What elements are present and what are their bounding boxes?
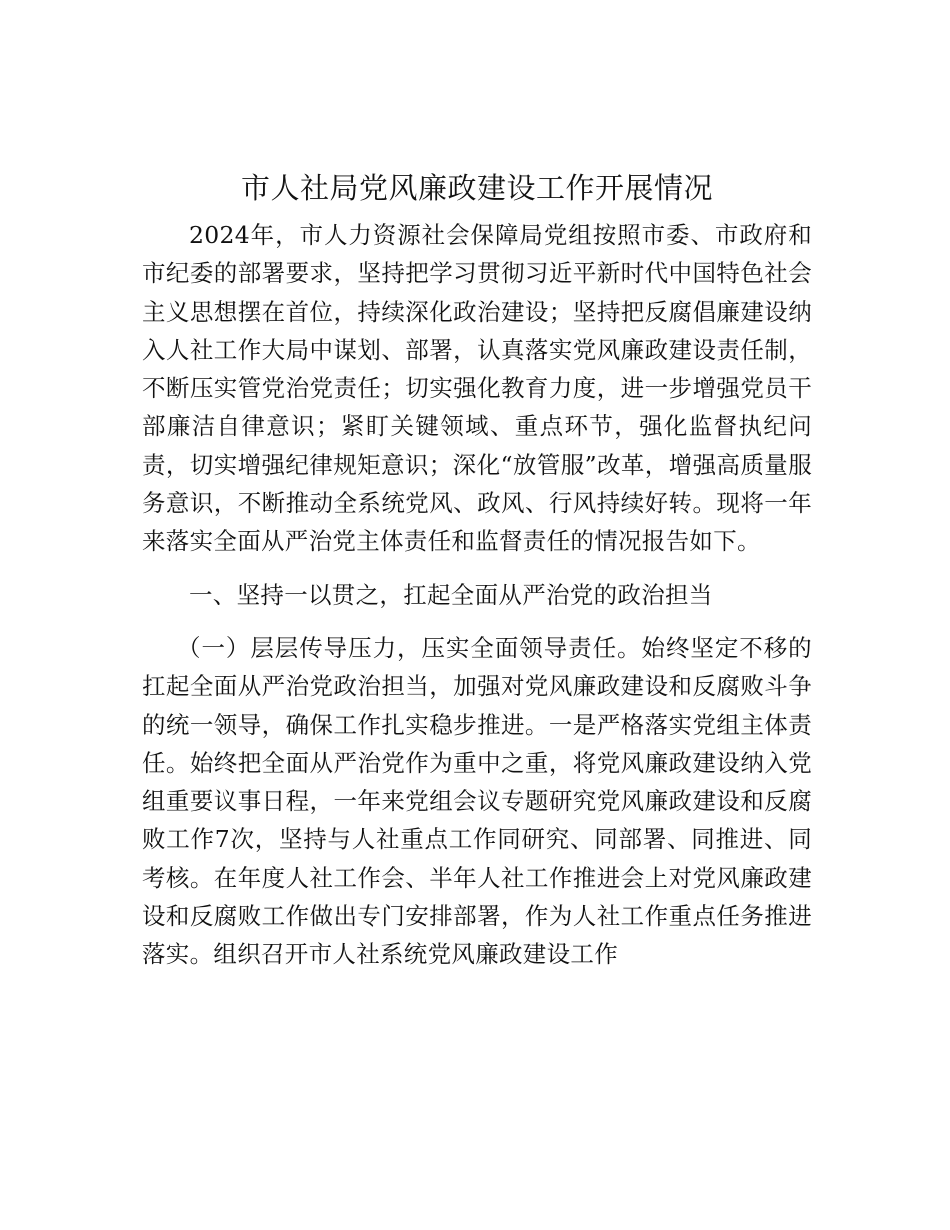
section-heading: 一、坚持一以贯之，扛起全面从严治党的政治担当 <box>189 580 713 609</box>
intro-paragraph: 2024年，市人力资源社会保障局党组按照市委、市政府和市纪委的部署要求，坚持把学习贯彻习近平新时代中国特色社会主义思想摆在首位，持续深化政治建设；坚持把反腐倡廉建设纳入人社工作大局中谋划、部署，认真落实党风廉政建设责任制，不断压实管党治党责任；切实强化教育力度，进一步增强党员干部廉洁自律意识；紧盯关键领域、重点环节，强化监督执纪问责，切实增强纪律规矩意识；深化“放管服”改革，增强高质量服务意识，不断推动全系统党风、政风、行风持续好转。现将一年来落实全面从严治党主体责任和监督责任的情况报告如下。 <box>142 221 812 556</box>
section-paragraph: （一）层层传导压力，压实全面领导责任。始终坚定不移的扛起全面从严治党政治担当，加强对党风廉政建设和反腐败斗争的统一领导，确保工作扎实稳步推进。一是严格落实党组主体责任。始终把全面从严治党作为重中之重，将党风廉政建设纳入党组重要议事日程，一年来党组会议专题研究党风廉政建设和反腐败工作7次，坚持与人社重点工作同研究、同部署、同推进、同考核。在年度人社工作会、半年人社工作推进会上对党风廉政建设和反腐败工作做出专门安排部署，作为人社工作重点任务推进落实。组织召开市人社系统党风廉政建设工作 <box>142 633 812 969</box>
document-page <box>142 166 812 974</box>
document-title: 市人社局党风廉政建设工作开展情况 <box>240 171 713 205</box>
